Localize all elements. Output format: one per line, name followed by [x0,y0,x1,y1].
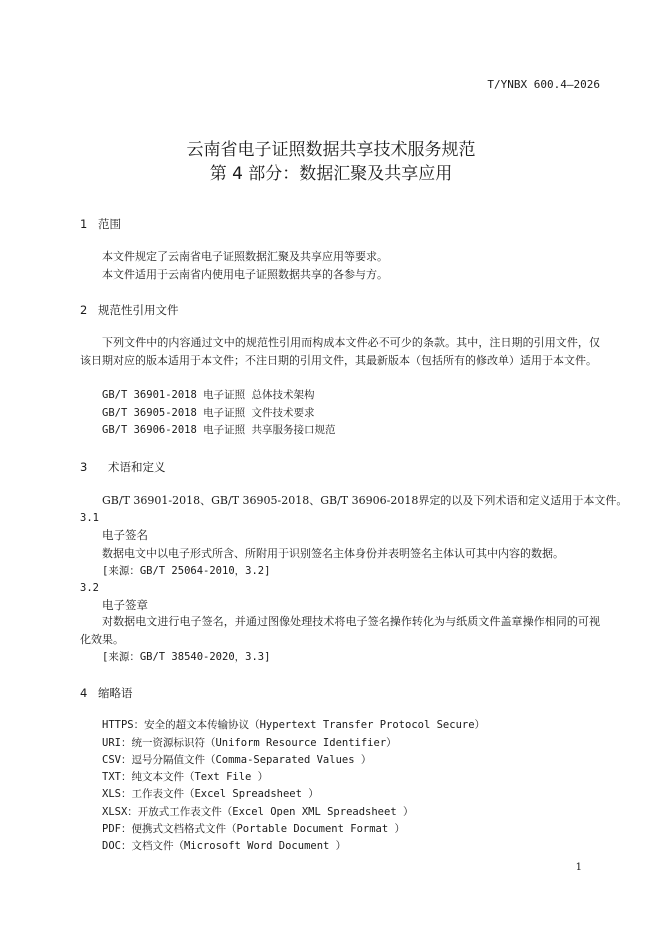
reference-item: GB/T 36901-2018 电子证照 总体技术架构 [102,389,315,401]
document-title: 云南省电子证照数据共享技术服务规范 [186,140,476,160]
section-title: 缩略语 [98,686,133,700]
abbreviation-item: XLSX：开放式工作表文件（Excel Open XML Spreadsheet ） [102,806,414,818]
section-number: 4 [80,686,88,700]
abbreviation-item: TXT：纯文本文件（Text File ） [102,771,269,783]
section-title: 术语和定义 [108,460,166,474]
term-title: 电子签名 [102,528,148,542]
term-title: 电子签章 [102,598,148,612]
abbreviation-item: HTTPS：安全的超文本传输协议（Hypertext Transfer Protocol Secure） [102,719,486,731]
term-number: 3.1 [80,512,99,524]
document-id: T/YNBX 600.4—2026 [487,78,600,91]
term-number: 3.2 [80,582,99,594]
abbreviation-item: URI：统一资源标识符（Uniform Resource Identifier） [102,737,397,749]
section-3-heading [80,459,166,475]
abbreviation-item: CSV：逗号分隔值文件（Comma-Separated Values ） [102,754,372,766]
term-definition: 对数据电文进行电子签名，并通过图像处理技术将电子签名操作转化为与纸质文件盖章操作相同的可视化效果。 [80,615,600,646]
section-title: 规范性引用文件 [98,303,179,317]
paragraph: 下列文件中的内容通过文中的规范性引用而构成本文件必不可少的条款。其中，注日期的引用文件，仅该日期对应的版本适用于本文件；不注日期的引用文件，其最新版本（包括所有的修改单）适用于本文件。 [80,336,600,367]
document-subtitle: 第 4 部分：数据汇聚及共享应用 [209,164,453,184]
abbreviation-item: XLS：工作表文件（Excel Spreadsheet ） [102,788,319,800]
section-number: 3 [80,460,88,474]
section-1-heading [80,216,121,232]
section-number: 1 [80,217,88,231]
reference-item: GB/T 36905-2018 电子证照 文件技术要求 [102,407,315,419]
section-title: 范围 [98,217,121,231]
section-2-heading [80,302,179,318]
paragraph: 本文件适用于云南省内使用电子证照数据共享的各参与方。 [102,268,388,281]
section-number: 2 [80,303,88,317]
term-source: [来源：GB/T 25064-2010，3.2] [102,565,271,577]
term-definition: 数据电文中以电子形式所含、所附用于识别签名主体身份并表明签名主体认可其中内容的数据。 [102,547,564,560]
paragraph: 本文件规定了云南省电子证照数据汇聚及共享应用等要求。 [102,250,388,263]
paragraph: GB/T 36901-2018、GB/T 36905-2018、GB/T 36906-2018界定的以及下列术语和定义适用于本文件。 [102,494,628,507]
term-source: [来源：GB/T 38540-2020，3.3] [102,651,271,663]
abbreviation-item: PDF：便携式文档格式文件（Portable Document Format ） [102,823,406,835]
reference-item: GB/T 36906-2018 电子证照 共享服务接口规范 [102,424,336,436]
page-number: 1 [575,862,582,873]
section-4-heading [80,685,133,701]
abbreviation-item: DOC：文档文件（Microsoft Word Document ） [102,840,347,852]
